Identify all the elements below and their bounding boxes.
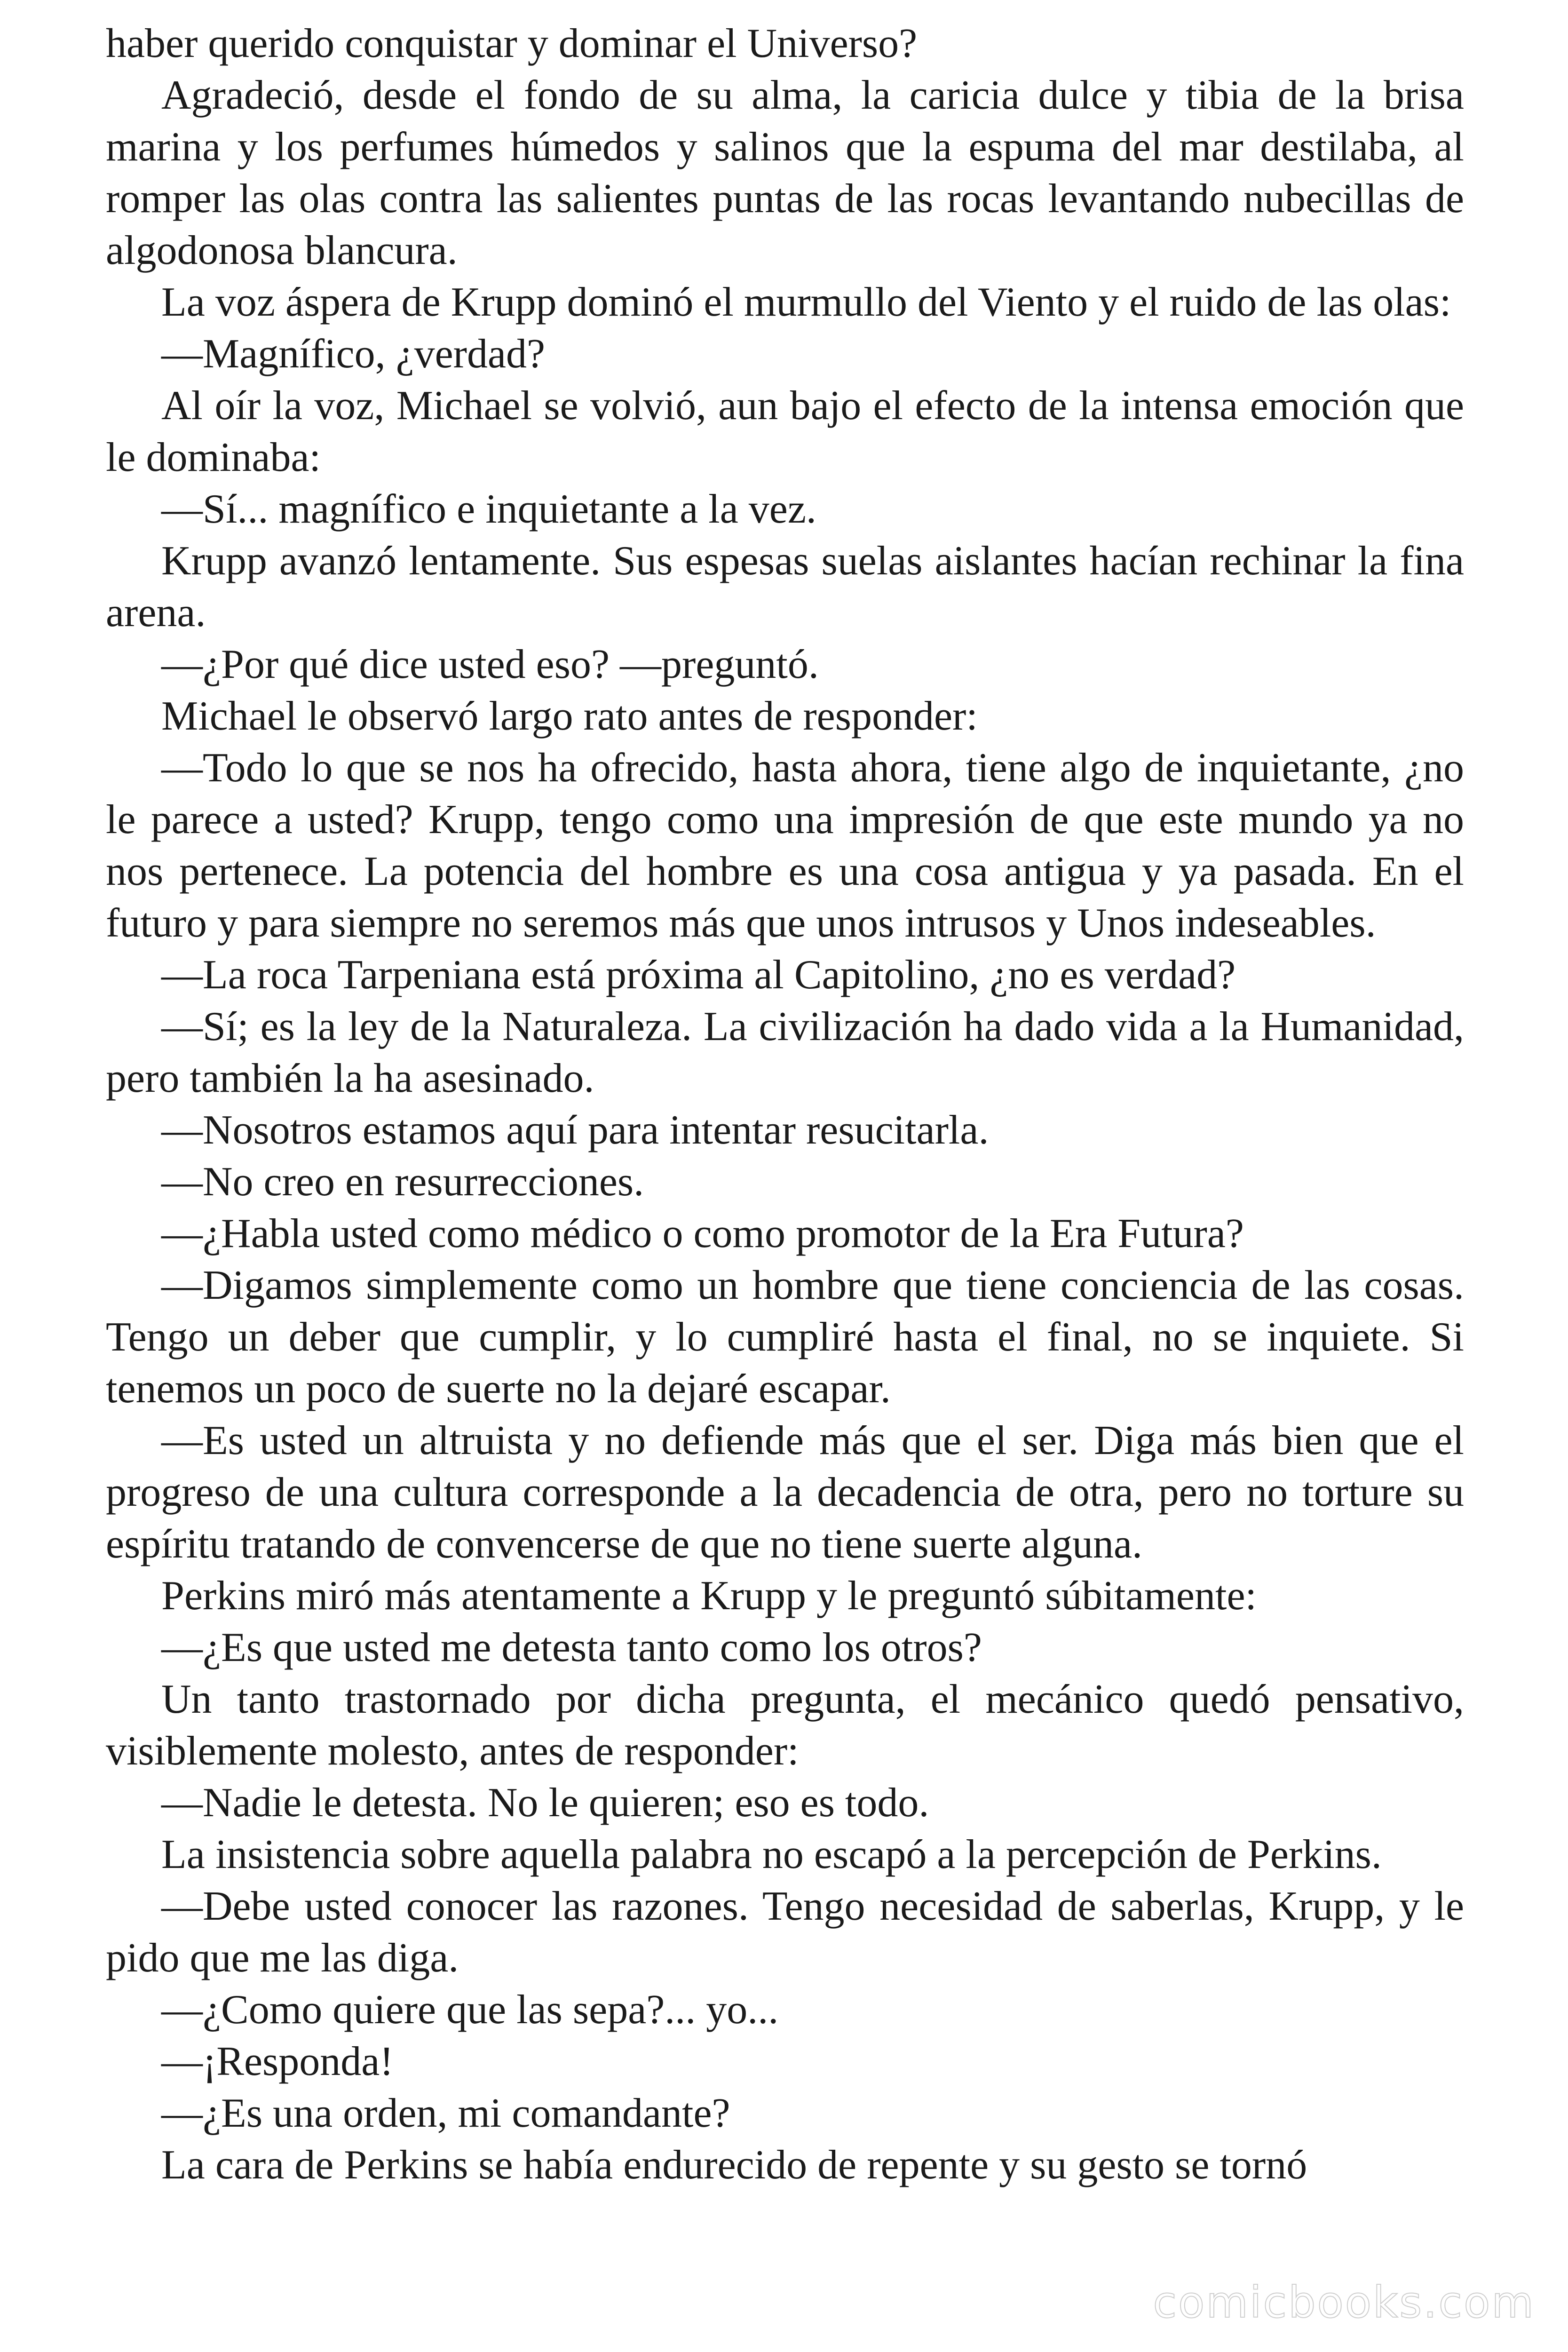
paragraph-1: haber querido conquistar y dominar el Universo? <box>106 21 918 66</box>
paragraph-11: —La roca Tarpeniana está próxima al Capitolino, ¿no es verdad? <box>161 952 1236 998</box>
paragraph-2: Agradeció, desde el fondo de su alma, la caricia dulce y tibia de la brisa marina y los perfumes húmedos y salinos que la espuma del mar destilaba, al romper las olas contra las salientes puntas de las rocas levantando nubecillas de algodonosa blancura. <box>106 72 1464 273</box>
paragraph-6: —Sí... magnífico e inquietante a la vez. <box>161 486 816 532</box>
paragraph-3: La voz áspera de Krupp dominó el murmullo del Viento y el ruido de las olas: <box>161 279 1451 325</box>
paragraph-18: Perkins miró más atentamente a Krupp y le preguntó súbitamente: <box>161 1573 1257 1619</box>
paragraph-19: —¿Es que usted me detesta tanto como los otros? <box>161 1625 982 1670</box>
paragraph-9: Michael le observó largo rato antes de responder: <box>161 693 978 739</box>
paragraph-25: —¡Responda! <box>161 2039 394 2084</box>
paragraph-4: —Magnífico, ¿verdad? <box>161 331 546 377</box>
paragraph-5: Al oír la voz, Michael se volvió, aun bajo el efecto de la intensa emoción que le dominaba: <box>106 383 1464 480</box>
paragraph-17: —Es usted un altruista y no defiende más que el ser. Diga más bien que el progreso de una cultura corresponde a la decadencia de otra, pero no torture su espíritu tratando de convencerse de que no tiene suerte alguna. <box>106 1418 1464 1567</box>
paragraph-13: —Nosotros estamos aquí para intentar resucitarla. <box>161 1107 989 1153</box>
paragraph-24: —¿Como quiere que las sepa?... yo... <box>161 1987 779 2033</box>
paragraph-7: Krupp avanzó lentamente. Sus espesas suelas aislantes hacían rechinar la fina arena. <box>106 538 1464 636</box>
paragraph-8: —¿Por qué dice usted eso? —preguntó. <box>161 642 819 687</box>
paragraph-27: La cara de Perkins se había endurecido de repente y su gesto se tornó <box>161 2142 1307 2188</box>
paragraph-26: —¿Es una orden, mi comandante? <box>161 2090 730 2136</box>
paragraph-22: La insistencia sobre aquella palabra no escapó a la percepción de Perkins. <box>161 1832 1382 1877</box>
paragraph-21: —Nadie le detesta. No le quieren; eso es todo. <box>161 1780 929 1826</box>
page-text <box>106 18 1464 2191</box>
paragraph-16: —Digamos simplemente como un hombre que tiene conciencia de las cosas. Tengo un deber que cumplir, y lo cumpliré hasta el final, no se inquiete. Si tenemos un poco de suerte no la dejaré escapar. <box>106 1263 1464 1412</box>
watermark-logo: comicbooks.com <box>1153 2277 1535 2328</box>
paragraph-12: —Sí; es la ley de la Naturaleza. La civilización ha dado vida a la Humanidad, pero también la ha asesinado. <box>106 1004 1464 1101</box>
paragraph-15: —¿Habla usted como médico o como promotor de la Era Futura? <box>161 1211 1244 1256</box>
paragraph-10: —Todo lo que se nos ha ofrecido, hasta ahora, tiene algo de inquietante, ¿no le parece a usted? Krupp, tengo como una impresión de que este mundo ya no nos pertenece. La potencia del hombre es una cosa antigua y ya pasada. En el futuro y para siempre no seremos más que unos intrusos y Unos indeseables. <box>106 745 1464 946</box>
paragraph-20: Un tanto trastornado por dicha pregunta, el mecánico quedó pensativo, visiblemente molesto, antes de responder: <box>106 1677 1464 1774</box>
paragraph-23: —Debe usted conocer las razones. Tengo necesidad de saberlas, Krupp, y le pido que me las diga. <box>106 1883 1464 1981</box>
paragraph-14: —No creo en resurrecciones. <box>161 1159 644 1205</box>
